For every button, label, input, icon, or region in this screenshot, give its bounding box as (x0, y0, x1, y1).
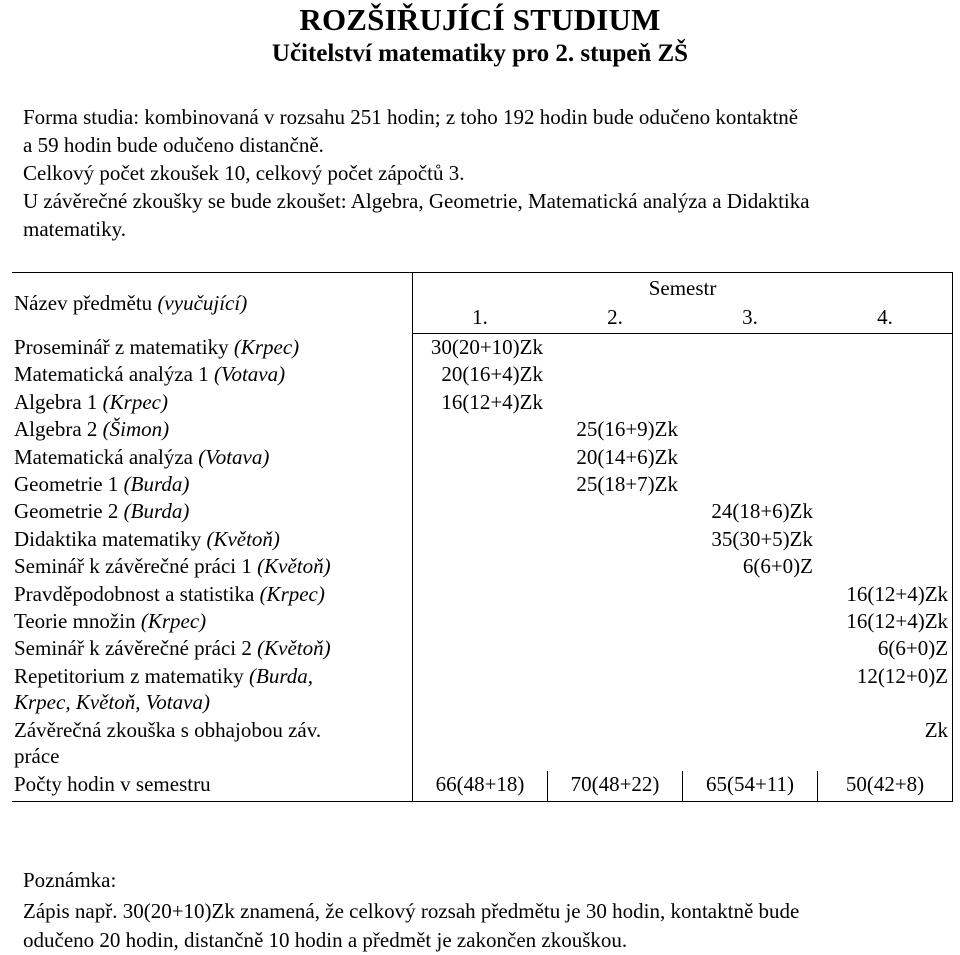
page-subtitle: Učitelství matematiky pro 2. stupeň ZŠ (271, 40, 689, 67)
semester-cell (413, 443, 548, 470)
semester-cell (548, 525, 683, 552)
course-name: Matematická analýza (Votava) (13, 443, 413, 470)
semester-cell (413, 716, 548, 770)
total-semester-4: 50(42+8) (818, 770, 953, 801)
semester-cell (818, 388, 953, 415)
intro-text (23, 103, 810, 243)
table-header-row (13, 273, 953, 304)
total-semester-2: 70(48+22) (548, 770, 683, 801)
semester-cell: 24(18+6)Zk (711, 499, 813, 524)
semester-cell (548, 662, 683, 716)
semester-header-1: 1. (413, 304, 548, 334)
semester-cell (683, 443, 818, 470)
semester-cell: 12(12+0)Z (818, 662, 953, 716)
semester-cell (548, 553, 683, 580)
semester-cell (413, 498, 548, 525)
semester-cell: 35(30+5)Zk (711, 526, 813, 551)
table-row (13, 443, 953, 470)
semester-cell: 16(12+4)Zk (441, 389, 543, 414)
table-row (13, 388, 953, 415)
semester-cell (683, 416, 818, 443)
study-plan-table (12, 272, 953, 802)
semester-cell (413, 471, 548, 498)
semester-cell (818, 361, 953, 388)
course-name: Pravděpodobnost a statistika (Krpec) (13, 580, 413, 607)
semester-cell (548, 608, 683, 635)
semester-cell (548, 361, 683, 388)
table-row (13, 716, 953, 770)
totals-label: Počty hodin v semestru (13, 770, 413, 801)
intro-line: matematiky. (23, 217, 127, 241)
semester-cell: 25(18+7)Zk (576, 472, 678, 497)
semester-cell (413, 608, 548, 635)
course-name: Matematická analýza 1 (Votava) (13, 361, 413, 388)
semester-cell (683, 334, 818, 361)
table-row (13, 334, 953, 361)
course-name: Algebra 2 (Šimon) (13, 416, 413, 443)
note-label: Poznámka: (23, 868, 117, 892)
semester-cell: 30(20+10)Zk (430, 335, 543, 359)
semester-cell (818, 553, 953, 580)
intro-line: Celkový počet zkoušek 10, celkový počet zápočtů 3. (23, 161, 465, 185)
semester-cell (818, 525, 953, 552)
course-name: Teorie množin (Krpec) (13, 608, 413, 635)
semester-cell (683, 608, 818, 635)
semester-cell: 20(16+4)Zk (441, 362, 543, 387)
semester-cell (548, 388, 683, 415)
column-header-semestr: Semestr (413, 273, 953, 304)
special-rows (13, 662, 953, 801)
course-name: Repetitorium z matematiky (Burda, Krpec, Květoň, Votava) (13, 662, 413, 716)
table-row (13, 662, 953, 716)
semester-cell (818, 443, 953, 470)
table-row (13, 525, 953, 552)
course-name: Algebra 1 (Krpec) (13, 388, 413, 415)
course-rows (13, 334, 953, 663)
course-name: Závěrečná zkouška s obhajobou záv. práce (13, 716, 413, 770)
page-title: ROZŠIŘUJÍCÍ STUDIUM (299, 2, 661, 37)
semester-cell (548, 635, 683, 662)
intro-line: U závěrečné zkoušky se bude zkoušet: Algebra, Geometrie, Matematická analýza a Didaktika (23, 189, 810, 213)
semester-cell: 20(14+6)Zk (576, 444, 678, 469)
table-row (13, 553, 953, 580)
semester-cell (548, 716, 683, 770)
note-section (23, 866, 799, 955)
intro-line: Forma studia: kombinovaná v rozsahu 251 hodin; z toho 192 hodin bude odučeno kontaktně (23, 105, 799, 129)
table-row (13, 580, 953, 607)
semester-cell (683, 361, 818, 388)
semester-cell (683, 662, 818, 716)
totals-row (13, 770, 953, 801)
table-row (13, 361, 953, 388)
semester-header-3: 3. (683, 304, 818, 334)
semester-cell (818, 334, 953, 361)
semester-cell (548, 334, 683, 361)
semester-cell (683, 635, 818, 662)
semester-cell (413, 416, 548, 443)
semester-cell: 6(6+0)Z (742, 554, 813, 579)
course-name: Didaktika matematiky (Květoň) (13, 525, 413, 552)
semester-cell (683, 716, 818, 770)
semester-cell (818, 471, 953, 498)
semester-cell (413, 525, 548, 552)
semester-cell: 16(12+4)Zk (818, 608, 953, 635)
note-line: Zápis např. 30(20+10)Zk znamená, že celkový rozsah předmětu je 30 hodin, kontaktně bude (23, 899, 800, 923)
course-name: Proseminář z matematiky (Krpec) (13, 334, 413, 361)
course-name: Geometrie 2 (Burda) (13, 498, 413, 525)
intro-line: a 59 hodin bude odučeno distančně. (23, 133, 324, 157)
semester-cell (683, 388, 818, 415)
semester-cell (683, 471, 818, 498)
semester-cell (413, 635, 548, 662)
total-semester-1: 66(48+18) (413, 770, 548, 801)
note-line: odučeno 20 hodin, distančně 10 hodin a předmět je zakončen zkouškou. (23, 928, 628, 952)
semester-cell: 6(6+0)Z (818, 635, 953, 662)
semester-cell (413, 662, 548, 716)
semester-cell (683, 580, 818, 607)
semester-cell (413, 553, 548, 580)
semester-header-4: 4. (818, 304, 953, 334)
table-row (13, 635, 953, 662)
table-row (13, 471, 953, 498)
table-row (13, 416, 953, 443)
semester-cell (818, 498, 953, 525)
semester-cell (548, 580, 683, 607)
semester-cell: 25(16+9)Zk (576, 417, 678, 442)
total-semester-3: 65(54+11) (683, 770, 818, 801)
semester-cell (413, 580, 548, 607)
course-name: Seminář k závěrečné práci 1 (Květoň) (13, 553, 413, 580)
column-header-name: Název předmětu (vyučující) (13, 273, 413, 334)
semester-cell (818, 416, 953, 443)
semester-cell (548, 498, 683, 525)
table-row (13, 608, 953, 635)
semester-cell: 16(12+4)Zk (818, 580, 953, 607)
semester-cell: Zk (818, 716, 953, 770)
table-row (13, 498, 953, 525)
course-name: Geometrie 1 (Burda) (13, 471, 413, 498)
semester-header-2: 2. (548, 304, 683, 334)
course-name: Seminář k závěrečné práci 2 (Květoň) (13, 635, 413, 662)
